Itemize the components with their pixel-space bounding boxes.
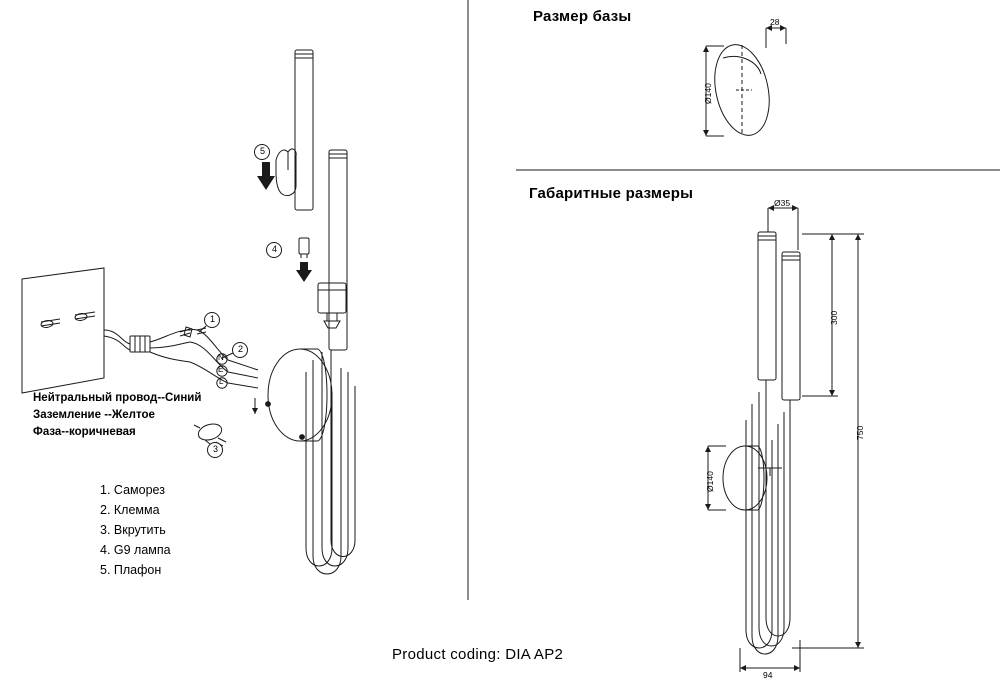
dim-upper-height: 300: [829, 310, 839, 325]
dim-base-diameter-overall: Ø140: [705, 471, 715, 492]
dim-total-height: 750: [855, 425, 865, 440]
parts-list-item-1: 1. Саморез: [100, 483, 165, 497]
callout-number-1: 1: [209, 314, 215, 324]
product-code: Product coding: DIA AP2: [392, 646, 564, 663]
callout-number-4: 4: [271, 244, 277, 254]
wire-legend-neutral: Нейтральный провод--Синий: [33, 392, 202, 404]
callout-number-5: 5: [259, 146, 265, 156]
dim-top-diameter: Ø35: [774, 198, 791, 208]
parts-list-item-3: 3. Вкрутить: [100, 523, 166, 537]
callout-number-2: 2: [237, 344, 243, 354]
wire-legend-phase: Фаза--коричневая: [33, 426, 136, 438]
dim-base-thickness: 28: [770, 17, 780, 27]
panel-title-overall-size: Габаритные размеры: [529, 185, 694, 202]
parts-list-item-5: 5. Плафон: [100, 563, 162, 577]
callout-number-3: 3: [212, 444, 218, 454]
hand-icon: [276, 149, 296, 196]
parts-list-item-2: 2. Клемма: [100, 503, 160, 517]
wire-mark-l: L: [219, 377, 224, 386]
wire-mark-n: N: [218, 353, 224, 362]
wire-mark-e: E: [218, 365, 224, 374]
fixture-assembly-exploded: [255, 50, 356, 574]
terminal-block: [130, 336, 248, 358]
parts-list-item-4: 4. G9 лампа: [100, 543, 171, 557]
panel-title-base-size: Размер базы: [533, 8, 632, 25]
wire-legend-ground: Заземление --Желтое: [33, 409, 155, 421]
g9-lamp-icon: [194, 421, 226, 457]
dim-width: 94: [763, 670, 773, 680]
base-size-drawing: [706, 28, 786, 140]
wall-plate: [22, 268, 104, 393]
overall-size-drawing: [708, 208, 864, 672]
wiring-harness: [104, 330, 258, 389]
dim-base-diameter: Ø140: [703, 83, 713, 104]
